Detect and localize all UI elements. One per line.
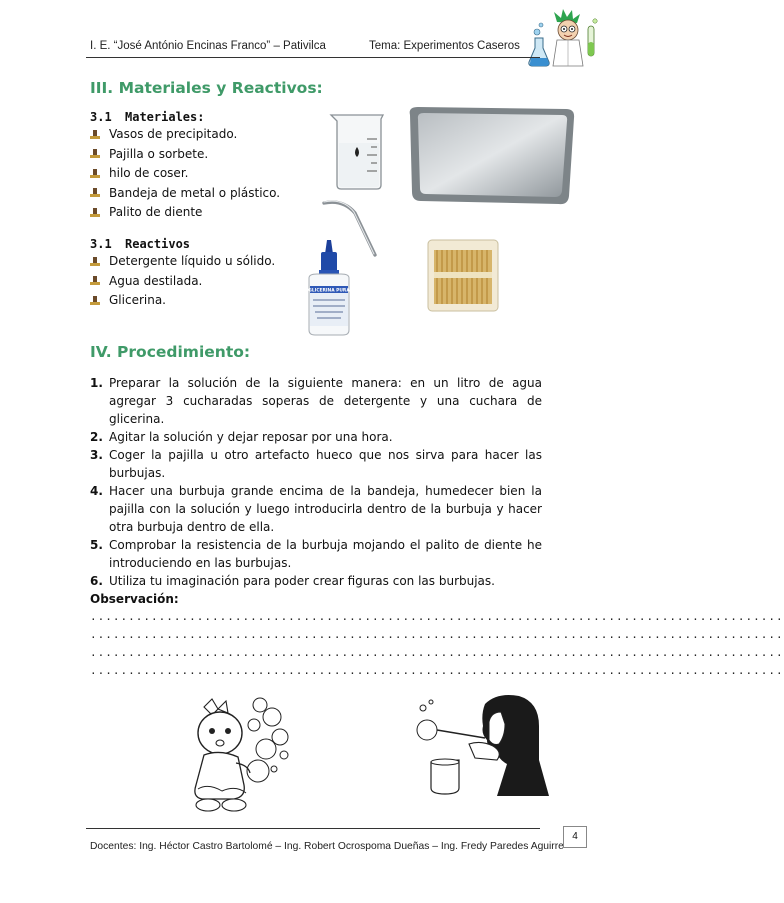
- step-number: 5.: [90, 538, 103, 552]
- list-item: [90, 125, 280, 145]
- metal-tray-illustration: [404, 103, 579, 210]
- observation-line[interactable]: ...........................................................................................: [90, 610, 784, 623]
- page-number: 4: [563, 826, 587, 848]
- list-item-text: Glicerina.: [109, 293, 166, 307]
- step-number: 2.: [90, 430, 103, 444]
- header-rule: [86, 57, 540, 58]
- list-item: [90, 374, 542, 428]
- toothpicks-illustration: [424, 238, 502, 313]
- step-text: Coger la pajilla u otro artefacto hueco que nos sirva para hacer las burbujas.: [109, 448, 542, 480]
- list-item: [90, 536, 542, 572]
- baby-bubbles-illustration: [188, 693, 308, 815]
- list-item-text: Agua destilada.: [109, 273, 203, 288]
- materials-subheading: [90, 110, 204, 124]
- reagents-list: [90, 252, 275, 311]
- list-item-text: Vasos de precipitado.: [109, 127, 238, 141]
- header-school: I. E. “José António Encinas Franco” – Pativilca: [90, 40, 326, 52]
- section-materials-title: III. Materiales y Reactivos:: [90, 79, 323, 97]
- bottle-label-text: GLICERINA PURA: [308, 288, 350, 294]
- reagents-title: Reactivos: [125, 237, 191, 251]
- step-text: Hacer una burbuja grande encima de la bandeja, humedecer bien la pajilla con la solución y luego introducirla dentro de la burbuja y hacer otra burbuja dentro de ella.: [109, 484, 542, 534]
- list-item: [90, 164, 280, 184]
- flag-bullet-icon: [90, 149, 100, 159]
- scientist-mascot-icon: [527, 8, 605, 70]
- list-item: [90, 203, 280, 223]
- step-number: 6.: [90, 574, 103, 588]
- list-item: [90, 291, 275, 311]
- observation-line[interactable]: ...........................................................................................: [90, 628, 784, 641]
- step-number: 3.: [90, 448, 103, 462]
- flag-bullet-icon: [90, 276, 100, 286]
- header-topic: Tema: Experimentos Caseros: [369, 40, 520, 52]
- beaker-illustration: [329, 113, 389, 191]
- list-item-text: Detergente líquido u sólido.: [109, 254, 276, 268]
- step-text: Agitar la solución y dejar reposar por una hora.: [109, 430, 393, 444]
- list-item-text: Pajilla o sorbete.: [109, 146, 209, 161]
- step-text: Preparar la solución de la siguiente manera: en un litro de agua agregar 3 cucharadas soperas de detergente y una cuchara de glicerina.: [109, 376, 542, 426]
- observation-line[interactable]: ...........................................................................................: [90, 664, 784, 677]
- list-item: [90, 428, 542, 446]
- procedure-steps: [90, 374, 542, 590]
- list-item: [90, 145, 280, 165]
- step-text: Comprobar la resistencia de la burbuja mojando el palito de diente he introduciendo en las burbujas.: [109, 538, 542, 570]
- step-text: Utiliza tu imaginación para poder crear figuras con las burbujas.: [109, 574, 495, 588]
- reagents-number: 3.1: [90, 237, 112, 251]
- list-item: [90, 184, 280, 204]
- list-item: [90, 446, 542, 482]
- observation-line[interactable]: ...........................................................................................: [90, 646, 784, 659]
- materials-number: 3.1: [90, 110, 112, 124]
- flag-bullet-icon: [90, 188, 100, 198]
- boy-bubble-illustration: [413, 690, 553, 802]
- footer-rule: [86, 828, 540, 829]
- list-item: [90, 252, 275, 272]
- glycerin-bottle-illustration: [303, 238, 363, 338]
- flag-bullet-icon: [90, 169, 100, 179]
- section-procedure-title: IV. Procedimiento:: [90, 343, 251, 361]
- footer-teachers: Docentes: Ing. Héctor Castro Bartolomé – Ing. Robert Ocrospoma Dueñas – Ing. Fredy Paredes Aguirre: [90, 841, 564, 852]
- list-item: [90, 272, 275, 292]
- observation-title: Observación:: [90, 592, 179, 606]
- step-number: 1.: [90, 376, 103, 390]
- flag-bullet-icon: [90, 130, 100, 140]
- flag-bullet-icon: [90, 208, 100, 218]
- materials-list: [90, 125, 280, 223]
- list-item: [90, 482, 542, 536]
- step-number: 4.: [90, 484, 103, 498]
- reagents-subheading: [90, 237, 190, 251]
- list-item-text: Bandeja de metal o plástico.: [109, 185, 281, 200]
- list-item-text: Palito de diente: [109, 205, 203, 219]
- materials-title: Materiales:: [125, 110, 205, 124]
- flag-bullet-icon: [90, 296, 100, 306]
- list-item-text: hilo de coser.: [109, 166, 189, 180]
- list-item: [90, 572, 542, 590]
- flag-bullet-icon: [90, 257, 100, 267]
